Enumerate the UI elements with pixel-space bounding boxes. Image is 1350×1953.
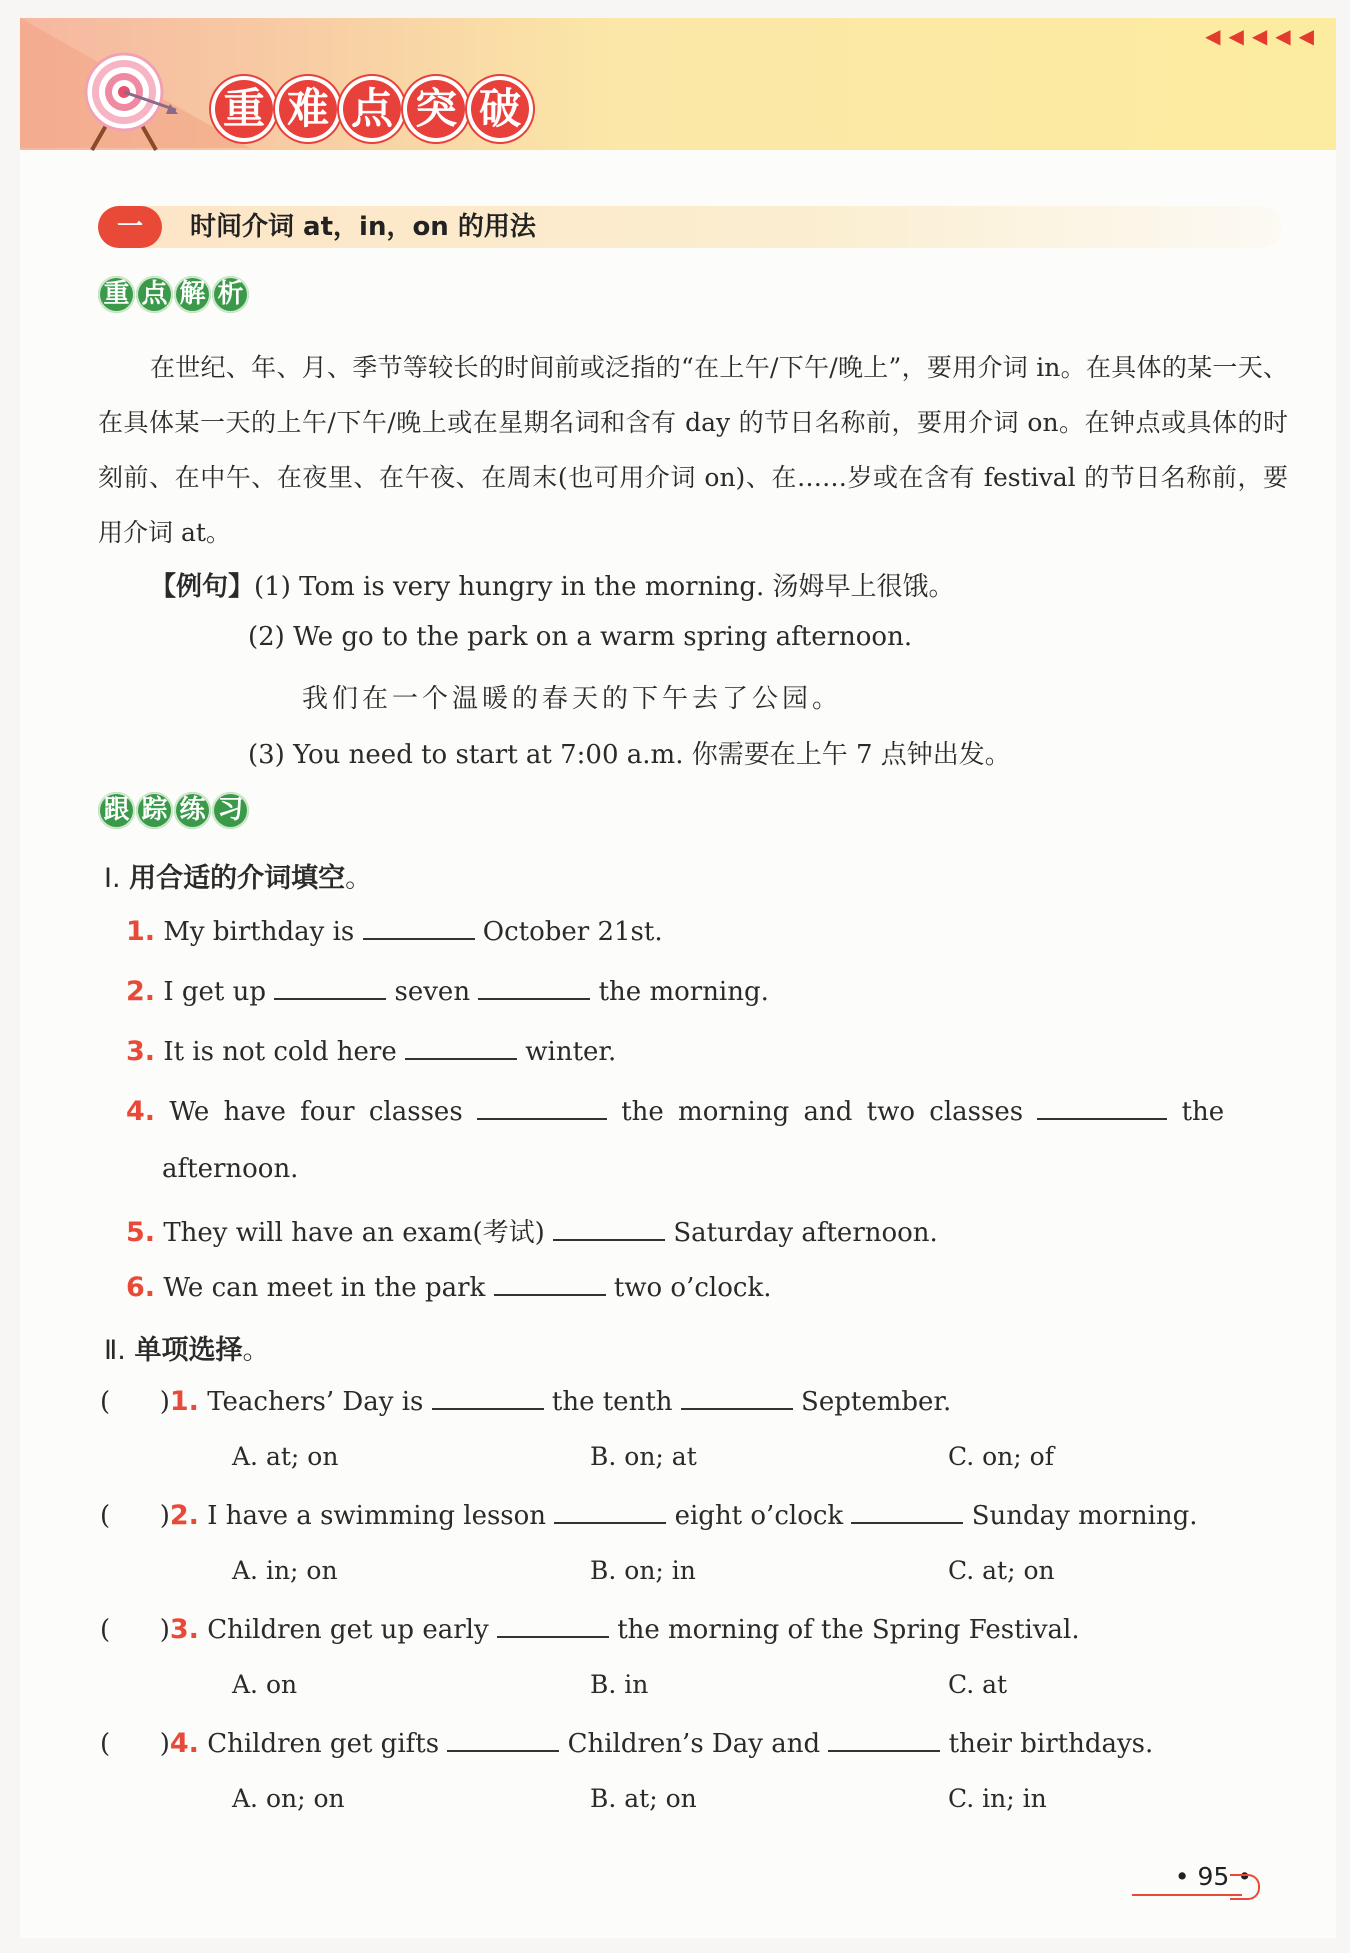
- item-text: eight o’clock: [674, 1501, 844, 1531]
- item-text: Saturday afternoon.: [673, 1218, 938, 1248]
- item-text: Children’s Day and: [567, 1729, 821, 1759]
- analysis-label: [98, 276, 249, 313]
- example-text: Tom is very hungry in the morning. 汤姆早上很饿。: [299, 572, 955, 602]
- page-curl-icon: [1230, 1874, 1260, 1900]
- item-text: their birthdays.: [948, 1729, 1154, 1759]
- item-text: winter.: [525, 1037, 617, 1067]
- part2-punct: 。: [242, 1335, 270, 1366]
- item-text: the morning of the Spring Festival.: [617, 1615, 1080, 1645]
- title-char: 难: [279, 80, 337, 138]
- item-text: We can meet in the park: [163, 1273, 486, 1303]
- item-number: 4.: [126, 1096, 156, 1127]
- workbook-page: [20, 18, 1336, 1938]
- part1-instruction: 用合适的介词填空: [129, 863, 346, 894]
- item-text: Children get gifts: [207, 1729, 440, 1759]
- examples-label: 【例句】: [150, 572, 255, 602]
- analysis-paragraph: 在世纪、年、月、季节等较长的时间前或泛指的“在上午/下午/晚上”，要用介词 in。在具体的某一天、在具体某一天的上午/下午/晚上或在星期名词和含有 day 的节日名称前，要用介词 on。在钟点或具体的时刻前、在中午、在夜里、在午夜、在周末(也可用介词 on)、在……岁或在含有 festival 的节日名称前，要用介词 at。: [98, 353, 1288, 547]
- label-char: 点: [136, 276, 173, 313]
- mc-question-1: [100, 1386, 951, 1417]
- fill-item-1: [126, 916, 663, 947]
- option-a[interactable]: A. on: [232, 1670, 298, 1699]
- option-c[interactable]: C. at; on: [948, 1556, 1055, 1585]
- example-2-translation: 我们在一个温暖的春天的下午去了公园。: [302, 684, 843, 714]
- answer-blank[interactable]: [494, 1272, 606, 1296]
- answer-paren[interactable]: ( ): [100, 1729, 170, 1759]
- item-text: My birthday is: [163, 917, 355, 947]
- title-char: 点: [343, 80, 401, 138]
- answer-blank[interactable]: [274, 976, 386, 1000]
- label-char: 练: [174, 792, 211, 829]
- triangle-arrows-icon: ◀◀◀◀◀: [1205, 24, 1322, 48]
- item-number: 3.: [169, 1614, 199, 1645]
- item-text: It is not cold here: [163, 1037, 397, 1067]
- answer-blank[interactable]: [554, 1500, 666, 1524]
- title-char: 破: [471, 80, 529, 138]
- item-number: 1.: [126, 916, 156, 947]
- option-b[interactable]: B. in: [590, 1670, 649, 1699]
- example-number: (1): [254, 572, 291, 602]
- fill-item-5: [126, 1212, 938, 1249]
- example-text: You need to start at 7:00 a.m. 你需要在上午 7 点钟出发。: [293, 740, 1011, 770]
- part1-roman: Ⅰ.: [104, 863, 121, 894]
- example-1: [150, 566, 955, 603]
- item-text: the: [1181, 1097, 1225, 1127]
- option-a[interactable]: A. in; on: [232, 1556, 338, 1585]
- answer-blank[interactable]: [1037, 1096, 1167, 1120]
- label-char: 析: [212, 276, 249, 313]
- fill-item-3: [126, 1036, 616, 1067]
- answer-paren[interactable]: ( ): [100, 1615, 170, 1645]
- label-char: 跟: [98, 792, 135, 829]
- option-c[interactable]: C. on; of: [948, 1442, 1054, 1471]
- example-number: (3): [248, 740, 285, 770]
- option-c[interactable]: C. at: [948, 1670, 1008, 1699]
- item-text: seven: [394, 977, 471, 1007]
- title-char: 突: [407, 80, 465, 138]
- option-a[interactable]: A. on; on: [232, 1784, 345, 1813]
- label-char: 解: [174, 276, 211, 313]
- example-number: (2): [248, 622, 285, 652]
- item-text: the morning.: [598, 977, 769, 1007]
- answer-blank[interactable]: [553, 1217, 665, 1241]
- item-number: 2.: [169, 1500, 199, 1531]
- page-number-underline: [1132, 1894, 1242, 1896]
- title-char: 重: [215, 80, 273, 138]
- item-number: 6.: [126, 1272, 156, 1303]
- item-text: They will have an exam(考试): [163, 1218, 545, 1248]
- item-text: Teachers’ Day is: [207, 1387, 424, 1417]
- answer-blank[interactable]: [477, 1096, 607, 1120]
- section-title: 时间介词 at，in，on 的用法: [190, 212, 536, 242]
- answer-blank[interactable]: [432, 1386, 544, 1410]
- part1-heading: [104, 856, 372, 895]
- answer-blank[interactable]: [363, 916, 475, 940]
- option-b[interactable]: B. on; in: [590, 1556, 696, 1585]
- section-heading: [98, 206, 1282, 248]
- item-text: Sunday morning.: [971, 1501, 1198, 1531]
- answer-blank[interactable]: [681, 1386, 793, 1410]
- answer-blank[interactable]: [478, 976, 590, 1000]
- option-a[interactable]: A. at; on: [232, 1442, 339, 1471]
- page-number: • 95 •: [1174, 1862, 1252, 1891]
- fill-item-2: [126, 976, 769, 1007]
- target-dart-icon: [78, 52, 178, 152]
- item-text: Children get up early: [207, 1615, 489, 1645]
- mc-question-4: [100, 1728, 1153, 1759]
- part2-roman: Ⅱ.: [104, 1335, 126, 1366]
- part2-instruction: 单项选择: [134, 1335, 243, 1366]
- option-b[interactable]: B. at; on: [590, 1784, 697, 1813]
- item-text: I have a swimming lesson: [207, 1501, 547, 1531]
- item-text: We have four classes: [169, 1097, 463, 1127]
- answer-blank[interactable]: [497, 1614, 609, 1638]
- mc-question-2: [100, 1500, 1198, 1531]
- item-number: 1.: [169, 1386, 199, 1417]
- example-text: We go to the park on a warm spring afternoon.: [293, 622, 913, 652]
- option-b[interactable]: B. on; at: [590, 1442, 697, 1471]
- fill-item-4: [126, 1096, 1224, 1127]
- answer-blank[interactable]: [405, 1036, 517, 1060]
- answer-paren[interactable]: ( ): [100, 1501, 170, 1531]
- part2-heading: [104, 1328, 269, 1367]
- item-text: the tenth: [551, 1387, 673, 1417]
- label-char: 习: [212, 792, 249, 829]
- practice-label: [98, 792, 249, 829]
- answer-blank[interactable]: [851, 1500, 963, 1524]
- item-text: two o’clock.: [613, 1273, 772, 1303]
- section-number-badge: 一: [98, 206, 162, 248]
- item-number: 5.: [126, 1217, 156, 1248]
- option-c[interactable]: C. in; in: [948, 1784, 1047, 1813]
- example-3: [248, 734, 1011, 771]
- label-char: 踪: [136, 792, 173, 829]
- label-char: 重: [98, 276, 135, 313]
- fill-item-4-continued: afternoon.: [162, 1154, 299, 1184]
- answer-blank[interactable]: [447, 1728, 559, 1752]
- item-number: 2.: [126, 976, 156, 1007]
- fill-item-6: [126, 1272, 771, 1303]
- item-text: October 21st.: [482, 917, 663, 947]
- item-text: the morning and two classes: [621, 1097, 1024, 1127]
- answer-paren[interactable]: ( ): [100, 1387, 170, 1417]
- item-text: I get up: [163, 977, 266, 1007]
- part1-punct: 。: [345, 863, 373, 894]
- item-number: 4.: [169, 1728, 199, 1759]
- page-title: [215, 80, 529, 138]
- item-number: 3.: [126, 1036, 156, 1067]
- answer-blank[interactable]: [828, 1728, 940, 1752]
- mc-question-3: [100, 1614, 1080, 1645]
- example-2: [248, 622, 912, 652]
- item-text: September.: [801, 1387, 952, 1417]
